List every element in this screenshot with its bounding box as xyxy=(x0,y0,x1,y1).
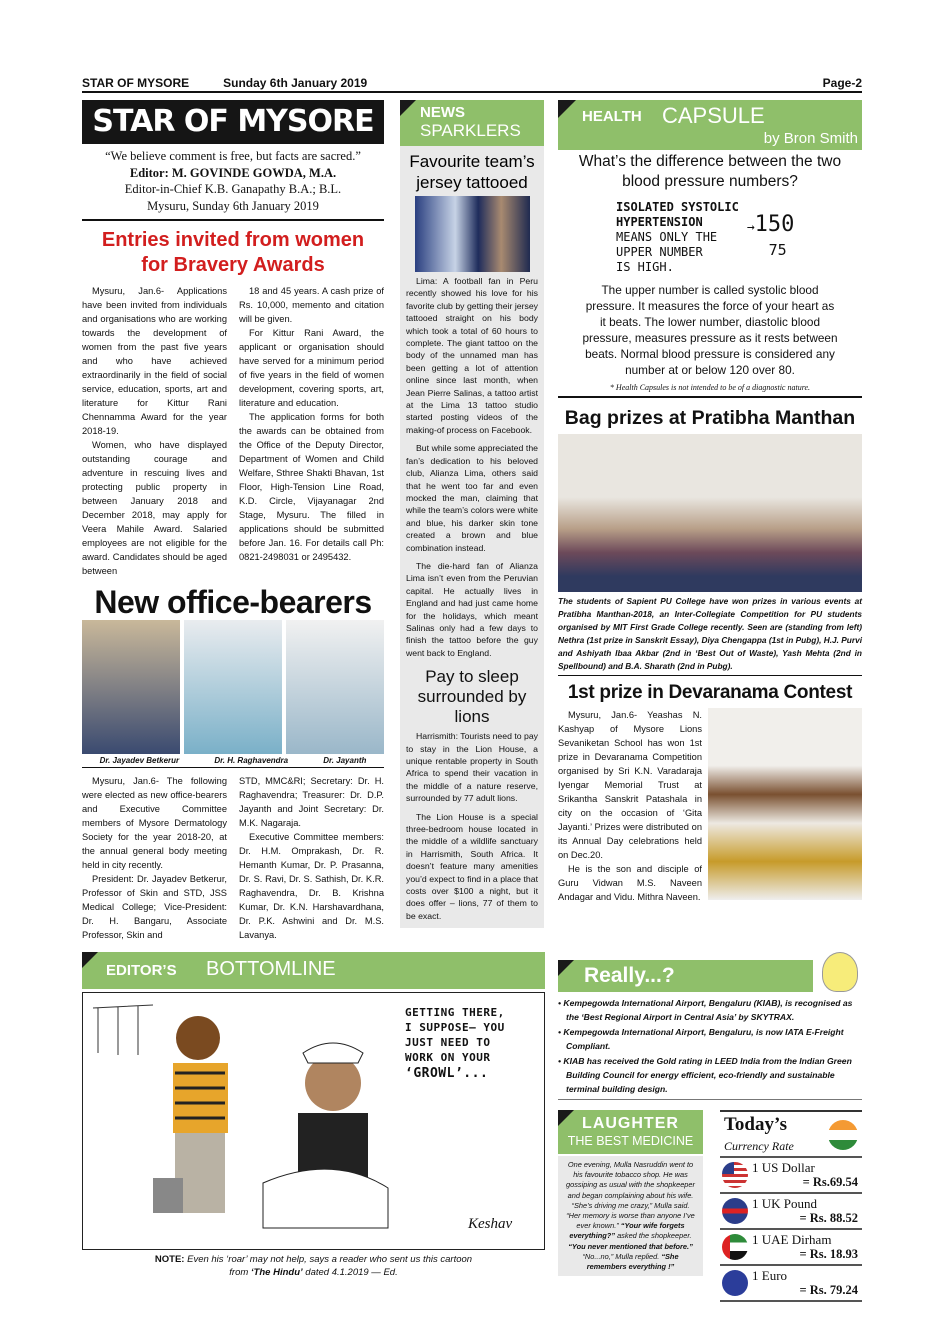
bp-values xyxy=(747,200,795,259)
winner-photo xyxy=(708,708,862,900)
photo-jayanth xyxy=(286,620,384,754)
cartoon-drawing xyxy=(83,993,393,1248)
uk-flag-icon xyxy=(722,1198,748,1224)
currency-value: = Rs. 79.24 xyxy=(799,1283,858,1297)
caption: Dr. H. Raghavendra xyxy=(214,756,289,765)
bottomline-block xyxy=(82,952,545,1279)
header-date: Sunday 6th January 2019 xyxy=(223,76,368,90)
joke-bold: “Your wife forgets everything?” xyxy=(569,1221,685,1241)
cartoonist-signature: Keshav xyxy=(468,1216,513,1232)
currency-header xyxy=(720,1112,862,1158)
note-text: from xyxy=(229,1267,251,1278)
bullet-text: Kempegowda International Airport, Bengaluru, is now IATA E-Freight Compliant. xyxy=(563,1027,844,1051)
laughter-block xyxy=(558,1110,703,1276)
bubble-line: JUST NEED TO xyxy=(405,1036,491,1049)
paragraph: But while some appreciated the fan’s dedication to his beloved club, Alianza Lima, others said that he went too far and even mocked the man, claiming that while the team’s colors were white and blue, his darker skin tone created a brown and blue combination instead. xyxy=(406,443,538,553)
handwritten-note xyxy=(616,200,862,275)
photo-raghavendra xyxy=(184,620,282,754)
currency-subtitle: Currency Rate xyxy=(724,1139,794,1153)
rate-row xyxy=(720,1230,862,1266)
bubble-line: I SUPPOSE— YOU xyxy=(405,1021,505,1034)
corner-mark xyxy=(82,952,98,968)
paragraph: 18 and 45 years. A cash prize of Rs. 10,000, memento and citation will be given. xyxy=(239,286,384,324)
header-paper: STAR OF MYSORE xyxy=(82,76,190,90)
currency-title: Today’s xyxy=(724,1114,788,1135)
page xyxy=(82,76,862,1302)
devaranama-headline: 1st prize in Devaranama Contest xyxy=(567,682,853,703)
label: CAPSULE xyxy=(662,103,765,128)
currency-box xyxy=(720,1110,862,1302)
office-captions xyxy=(82,754,384,768)
devaranama-body xyxy=(558,708,862,904)
top-section xyxy=(82,100,862,942)
laughter-text xyxy=(558,1156,703,1276)
rate-row xyxy=(720,1194,862,1230)
motto: “We believe comment is free, but facts are sacred.” xyxy=(105,149,361,163)
note-text: Even his ‘roar’ may not help, says a reader who sent us this cartoon xyxy=(187,1254,473,1265)
hand-line: MEANS ONLY THE xyxy=(616,230,718,244)
really-header-row xyxy=(558,952,862,992)
diastolic-value: 75 xyxy=(768,241,787,259)
bullet-text: KIAB has received the Gold rating in LEED India from the Indian Green Building Council for energy efficient, eco-friendly and sustainable terminal building design. xyxy=(563,1056,852,1094)
office-headline: New office-bearers xyxy=(94,584,372,620)
really-header xyxy=(558,960,813,992)
health-note: * Health Capsules is not intended to be of a diagnostic nature. xyxy=(558,382,862,398)
list-item: • KIAB has received the Gold rating in LEED India from the Indian Green Building Council for energy efficient, eco-friendly and sustainable terminal building design. xyxy=(558,1056,852,1094)
paragraph: STD, MMC&RI; Secretary: Dr. H. Raghavendra; Treasurer: Dr. D.P. Jayanth and Joint Secretary: Dr. M.K. Nagaraja. xyxy=(239,776,384,828)
headline-line: for Bravery Awards xyxy=(141,254,325,276)
paragraph: Executive Committee members: Dr. H.M. Omprakash, Dr. R. Hemanth Kumar, Dr. P. Prasanna, Dr. S. Ravi, Dr. S. Sathish, Dr. K.R. Raghavendra, Dr. B. Krishna Kumar, Dr. K.N. Harshavardhana, Dr. P.K. Ashwini and Dr. M.S. Lavanya. xyxy=(239,832,384,940)
speech-bubble xyxy=(405,1005,505,1082)
paragraph: Mysuru, Jan.6- Yeashas N. Kashyap of Mysore Lions Sevaniketan School has won 1st prize in Devaranama Competition organised by Sri K.N. Varadaraja Iyengar Memorial Trust at Srikantha Sanskrit Patashala in city on the occasion of ‘Gita Jayanti.’ Prizes were distributed on its Annual Day celebrations held on Dec.20. xyxy=(558,710,702,860)
masthead-logo: STAR OF MYSORE xyxy=(82,100,384,144)
corner-mark xyxy=(558,1110,574,1126)
joke-bold: “She remembers everything !” xyxy=(586,1251,679,1272)
systolic-row xyxy=(747,212,795,241)
dateline: Mysuru, Sunday 6th January 2019 xyxy=(147,198,319,213)
office-col1 xyxy=(82,774,227,942)
bullet-text: Kempegowda International Airport, Bengaluru (KIAB), is recognised as the ‘Best Regional Airport in Central Asia’ by SKYTRAX. xyxy=(563,998,853,1022)
corner-mark xyxy=(558,100,576,118)
editor-in-chief: Editor-in-Chief K.B. Ganapathy B.A.; B.L. xyxy=(124,182,342,196)
paragraph: The application forms for both the awards can be obtained from the Office of the Deputy Director, Department of Women and Child Welfare, Sthree Shakti Bhavan, 1st Floor, High-Tension Line Road, K.D. Circle, Vijayanagar 2nd Stage, Mysuru. The filled in applications should be submitted before Jan. 16. For details call Ph: 0821-2498031 or 2495432. xyxy=(239,412,384,562)
rate-row xyxy=(720,1266,862,1302)
paragraph: Mysuru, Jan.6- The following were elected as new office-bearers and Executive Committee members of Mysore Dermatology Society for the year 2018-20, at the annual general body meeting held in city recently. xyxy=(82,776,227,870)
bubble-line: GETTING THERE, xyxy=(405,1006,505,1019)
health-header xyxy=(558,100,862,150)
list-item: • Kempegowda International Airport, Bengaluru, is now IATA E-Freight Compliant. xyxy=(558,1027,844,1051)
systolic-value: 150 xyxy=(754,212,795,237)
currency-name: 1 UAE Dirham xyxy=(752,1232,832,1247)
note-source: ‘The Hindu’ xyxy=(250,1267,303,1278)
laughter-header xyxy=(558,1110,703,1154)
hand-line: IS HIGH. xyxy=(616,260,674,274)
joke-text: asked the shopkeeper. xyxy=(617,1231,692,1241)
byline: by Bron Smith xyxy=(763,130,858,147)
bottomline-header xyxy=(82,952,545,989)
joke-text: One evening, Mulla Nasruddin went to his favourite tobacco shop. He was gossiping as usual with the shopkeeper and began complaining about his wife. “She’s driving me crazy,” Mulla said. “Her memory is worse than anyone I’ve ever known.” xyxy=(565,1160,695,1231)
paragraph: Lima: A football fan in Peru recently showed his love for his favorite club by getting their jersey tattooed straight on his body which took a total of 60 hours to complete. The giant tattoo on the body of the unnamed man has been getting a lot of attention online since last month, when Jean Pierre Salinas, a tattoo artist at the Lima 13 tattoo studio started posting videos of the making-of process on Facebook. xyxy=(406,276,538,435)
note-text: dated 4.1.2019 — Ed. xyxy=(302,1267,398,1278)
office-body xyxy=(82,774,384,942)
currency-name: 1 Euro xyxy=(752,1268,788,1283)
hand-line: ISOLATED SYSTOLIC xyxy=(616,200,739,214)
corner-mark xyxy=(400,100,416,116)
sparklers-text xyxy=(400,272,544,659)
sparklers-column xyxy=(400,100,544,928)
bravery-col1 xyxy=(82,284,227,578)
paragraph: He is the son and disciple of Guru Vidwan M.S. Naveen Andagar and Vidu. Mithra Naveen. xyxy=(558,864,702,902)
lions-text xyxy=(400,727,544,922)
corner-mark xyxy=(558,960,574,976)
currency-name: 1 US Dollar xyxy=(752,1160,815,1175)
sparklers-headline: Favourite team’s jersey tattooed xyxy=(409,152,535,192)
paragraph: For Kittur Rani Award, the applicant or organisation should have served for a minimum period of five years in the field of women development, covering sports, art, literature and education. xyxy=(239,328,384,408)
eu-flag-icon xyxy=(722,1270,748,1296)
paragraph: Harrismith: Tourists need to pay to stay in the Lion House, a unique rentable property in South Africa to spend their vacation in the middle of a nature reserve, surrounded by 77 adult lions. xyxy=(406,731,538,804)
label: LAUGHTER xyxy=(582,1115,679,1132)
page-header xyxy=(82,76,862,93)
lions-headline: Pay to sleep surrounded by lions xyxy=(417,667,527,727)
label: THE BEST MEDICINE xyxy=(567,1134,694,1148)
column-left xyxy=(82,100,384,942)
masthead-info xyxy=(82,148,384,221)
photo-jayadev xyxy=(82,620,180,754)
bravery-col2 xyxy=(239,284,384,564)
paragraph: President: Dr. Jayadev Betkerur, Professor of Skin and STD, JSS Medical College; Vice-President: Dr. H. Bangaru, Associate Professor, Skin and xyxy=(82,874,227,940)
joke-bold: “You never mentioned that before.” xyxy=(568,1241,693,1251)
paragraph: Women, who have displayed outstanding courage and adventure in rescuing lives and protecting public property in between January 2018 and December 2018, may apply for Veera Mahile Award. Salaried employees are not eligible for the award. Candidates should be aged between xyxy=(82,440,227,576)
hand-line: UPPER NUMBER xyxy=(616,245,703,259)
caption: Dr. Jayadev Betkerur xyxy=(99,756,180,765)
hand-line: HYPERTENSION xyxy=(616,215,703,229)
tattoo-photo xyxy=(415,196,530,272)
usa-flag-icon xyxy=(722,1162,748,1188)
pratibha-caption: The students of Sapient PU College have won prizes in various events at Pratibha Manthan-2018, an Inter-Collegiate Competition for PU students organised by MIT First Grade College recently. Seen are (standing from left) Nethra (1st prize in Sanskrit Essay), Diya Chengappa (1st in Pubg), H.J. Purvi and Ashiyath Ibaa Akbar (2nd in ‘Best Out of Waste), Yash Mehta (2nd in Spellbound) and B.A. Sharath (2nd in Pubg). xyxy=(558,595,862,676)
caption: Dr. Jayanth xyxy=(323,756,367,765)
currency-name: 1 UK Pound xyxy=(752,1196,818,1211)
headline-line: Entries invited from women xyxy=(101,229,365,251)
currency-value: = Rs. 88.52 xyxy=(799,1211,858,1225)
office-photos xyxy=(82,620,384,754)
currency-value: = Rs. 18.93 xyxy=(799,1247,858,1261)
paragraph: Mysuru, Jan.6- Applications have been invited from individuals and organisations who are working towards the development of women from the past five years and who have achieved extraordinarily in the field of social service, education, sports, art and literature for Kittur Rani Chennamma Award for the year 2018-19. xyxy=(82,286,227,436)
label: Really...? xyxy=(584,964,675,987)
uae-flag-icon xyxy=(722,1234,748,1260)
pratibha-photo xyxy=(558,434,862,592)
paragraph: The Lion House is a special three-bedroom house located in the middle of a wildlife sanctuary in Harrismith, South Africa. It doesn’t feature many amenities you’d expect to find in a place that costs over $100 a night, but it does offer – lions, 77 of them to be exact. xyxy=(406,811,538,921)
note-lead: NOTE: xyxy=(154,1254,185,1265)
label: SPARKLERS xyxy=(420,121,521,140)
cartoon xyxy=(82,992,545,1250)
label: HEALTH xyxy=(582,108,642,125)
bravery-headline xyxy=(82,228,384,278)
editor: Editor: M. GOVINDE GOWDA, M.A. xyxy=(129,165,337,180)
paragraph: The die-hard fan of Alianza Lima isn’t even from the Peruvian capital. He actually lives in England and had just came home for the holidays, which meant Salinas only had a few days to finish the tattoo before the guy went back to England. xyxy=(406,560,538,658)
label: EDITOR’S xyxy=(106,962,177,979)
bottom-section xyxy=(82,952,862,1302)
health-text: The upper number is called systolic blood pressure. It measures the force of your heart as it beats. The lower number, diastolic blood pressure, measures pressure as it rests between beats. Normal blood pressure is considered any number at or below 120 over 80. xyxy=(582,283,838,377)
currency-value: = Rs.69.54 xyxy=(802,1175,858,1189)
bubble-line: WORK ON YOUR xyxy=(405,1051,491,1064)
lightbulb-icon xyxy=(822,952,858,992)
list-item: • Kempegowda International Airport, Bengaluru (KIAB), is recognised as the ‘Best Regional Airport in Central Asia’ by SKYTRAX. xyxy=(558,998,853,1022)
label: NEWS xyxy=(420,104,465,121)
devaranama-text xyxy=(558,708,702,904)
label: BOTTOMLINE xyxy=(206,958,336,980)
header-page: Page-2 xyxy=(822,76,862,90)
cartoon-note xyxy=(82,1253,545,1279)
office-col2 xyxy=(239,774,384,942)
laughter-currency-row xyxy=(558,1110,862,1302)
hand-lines xyxy=(616,200,739,275)
column-right xyxy=(558,100,862,904)
rate-row xyxy=(720,1158,862,1194)
sparklers-header xyxy=(400,100,544,146)
bubble-line: ‘GROWL’... xyxy=(405,1066,489,1081)
joke-text: “No...no,” Mulla replied. xyxy=(582,1251,660,1261)
arrow-icon: → xyxy=(746,220,755,235)
india-flag-icon xyxy=(828,1120,858,1150)
pratibha-headline: Bag prizes at Pratibha Manthan xyxy=(564,407,856,429)
health-question: What’s the difference between the two blood pressure numbers? xyxy=(578,153,842,190)
bravery-body xyxy=(82,284,384,578)
really-list xyxy=(558,996,862,1100)
bottom-right-block xyxy=(558,952,862,1302)
